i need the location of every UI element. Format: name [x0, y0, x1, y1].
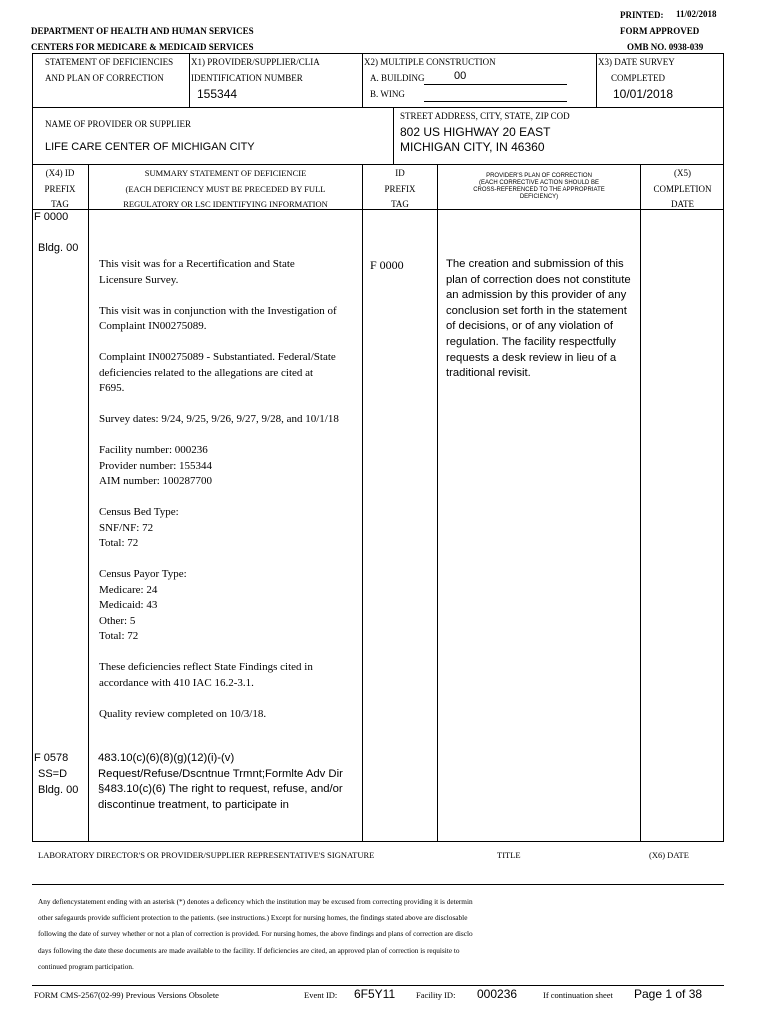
summary-paragraph: Complaint IN00275089 - Substantiated. Federal/State deficiencies related to the allegations are cited at F695.: [99, 351, 336, 394]
street-address-line2: MICHIGAN CITY, IN 46360: [400, 140, 545, 154]
disclaimer-line: other safegaurds provide sufficient protection to the patients. (see instructions.) Except for nursing homes, the findings stated above are disclosable: [38, 913, 468, 923]
omb-number: OMB NO. 0938-039: [627, 42, 704, 52]
summary-paragraph: These deficiencies reflect State Findings cited in accordance with 410 IAC 16.2-3.1.: [99, 661, 313, 689]
date-x6-label: (X6) DATE: [649, 850, 689, 860]
x5-header: (X5) COMPLETION DATE: [653, 168, 712, 209]
disclaimer-line: following the date of survey whether or not a plan of correction is provided. For nursing homes, the above findings and plans of correction are disclo: [38, 929, 473, 939]
title-label: TITLE: [497, 850, 521, 860]
id-header: ID PREFIX TAG: [384, 168, 416, 209]
centers-heading: CENTERS FOR MEDICARE & MEDICAID SERVICES: [31, 42, 254, 52]
disclaimer: [38, 894, 473, 975]
form-number: FORM CMS-2567(02-99) Previous Versions Obsolete: [34, 990, 219, 1000]
wing-label: B. WING: [370, 89, 405, 99]
printed-date: 11/02/2018: [676, 9, 717, 19]
summary-paragraph: Quality review completed on 10/3/18.: [99, 707, 267, 720]
disclaimer-line: continued program participation.: [38, 961, 134, 971]
street-address-line1: 802 US HIGHWAY 20 EAST: [400, 125, 551, 139]
facility-id-value: 000236: [477, 987, 518, 1001]
summary-paragraph: This visit was in conjunction with the Investigation of Complaint IN00275089.: [99, 304, 337, 332]
completed-label: COMPLETED: [611, 73, 665, 83]
id-tag-f0000: F 0000: [370, 258, 404, 272]
severity-scope: SS=D: [38, 768, 68, 780]
event-id-label: Event ID:: [304, 990, 338, 1000]
date-survey-value: 10/01/2018: [613, 87, 674, 101]
tag-f0000: F 0000: [34, 211, 69, 223]
event-id-value: 6F5Y11: [354, 987, 396, 1001]
identification-number-label: IDENTIFICATION NUMBER: [191, 73, 303, 83]
form-approved-label: FORM APPROVED: [620, 26, 700, 36]
bldg-00-label: Bldg. 00: [38, 242, 79, 254]
facility-id-label: Facility ID:: [416, 990, 456, 1000]
provider-id-value: 155344: [197, 87, 238, 101]
street-address-label: STREET ADDRESS, CITY, STATE, ZIP COD: [400, 111, 570, 121]
tag-f0578: F 0578: [34, 752, 69, 764]
summary-paragraph: Census Bed Type: SNF/NF: 72 Total: 72: [99, 506, 179, 549]
summary-statement: [99, 257, 339, 722]
printed-label: PRINTED:: [620, 10, 664, 20]
provider-name-value: LIFE CARE CENTER OF MICHIGAN CITY: [45, 141, 255, 153]
signature-label: LABORATORY DIRECTOR'S OR PROVIDER/SUPPLIER REPRESENTATIVE'S SIGNATURE: [38, 850, 375, 860]
multiple-construction-label: X2) MULTIPLE CONSTRUCTION: [364, 57, 496, 67]
plan-header: PROVIDER'S PLAN OF CORRECTION (EACH CORRECTIVE ACTION SHOULD BE CROSS-REFERENCED TO THE APPROPRIATE DEFICIENCY): [473, 173, 605, 200]
building-label: A. BUILDING: [370, 73, 425, 83]
continuation-label: If continuation sheet: [543, 990, 613, 1000]
department-heading: DEPARTMENT OF HEALTH AND HUMAN SERVICES: [31, 26, 254, 36]
provider-id-label: X1) PROVIDER/SUPPLIER/CLIA: [191, 57, 320, 67]
disclaimer-line: days following the date these documents are made available to the facility. If deficiencies are cited, an approved plan of correction is requisite to: [38, 945, 460, 955]
disclaimer-line: Any defiencystatement ending with an asterisk (*) denotes a deficency which the institution may be excused from correcting providing it is determin: [38, 897, 473, 906]
building-value: 00: [454, 70, 467, 82]
summary-header: SUMMARY STATEMENT OF DEFICIENCIE (EACH DEFICIENCY MUST BE PRECEDED BY FULL REGULATORY OR LSC IDENTIFYING INFORMATION: [123, 168, 328, 209]
statement-label-line2: AND PLAN OF CORRECTION: [45, 73, 164, 83]
statement-label-line1: STATEMENT OF DEFICIENCIES: [45, 57, 174, 67]
summary-paragraph: Facility number: 000236 Provider number: 155344 AIM number: 100287700: [99, 444, 213, 487]
summary-paragraph: Census Payor Type: Medicare: 24 Medicaid: 43 Other: 5 Total: 72: [99, 568, 187, 642]
x4-header: (X4) ID PREFIX TAG: [44, 168, 76, 209]
date-survey-label: X3) DATE SURVEY: [598, 57, 675, 67]
bldg-00-label-2: Bldg. 00: [38, 784, 79, 796]
summary-paragraph: This visit was for a Recertification and State Licensure Survey.: [99, 258, 295, 286]
page-number: Page 1 of 38: [634, 987, 703, 1001]
summary-paragraph: Survey dates: 9/24, 9/25, 9/26, 9/27, 9/28, and 10/1/18: [99, 413, 339, 425]
provider-name-label: NAME OF PROVIDER OR SUPPLIER: [45, 119, 192, 129]
plan-of-correction-text: The creation and submission of this plan of correction does not constitute an admission by this provider of any conclusion set forth in the statement of decisions, or of any violation of regulation. The facility respectfully requests a desk review in lieu of a traditional revisit.: [446, 258, 631, 380]
f0578-regulation-text: 483.10(c)(6)(8)(g)(12)(i)-(v) Request/Refuse/Dscntnue Trmnt;Formlte Adv Dir §483.10(c)(6) The right to request, refuse, and/or discontinue treatment, to participate in: [98, 752, 343, 811]
